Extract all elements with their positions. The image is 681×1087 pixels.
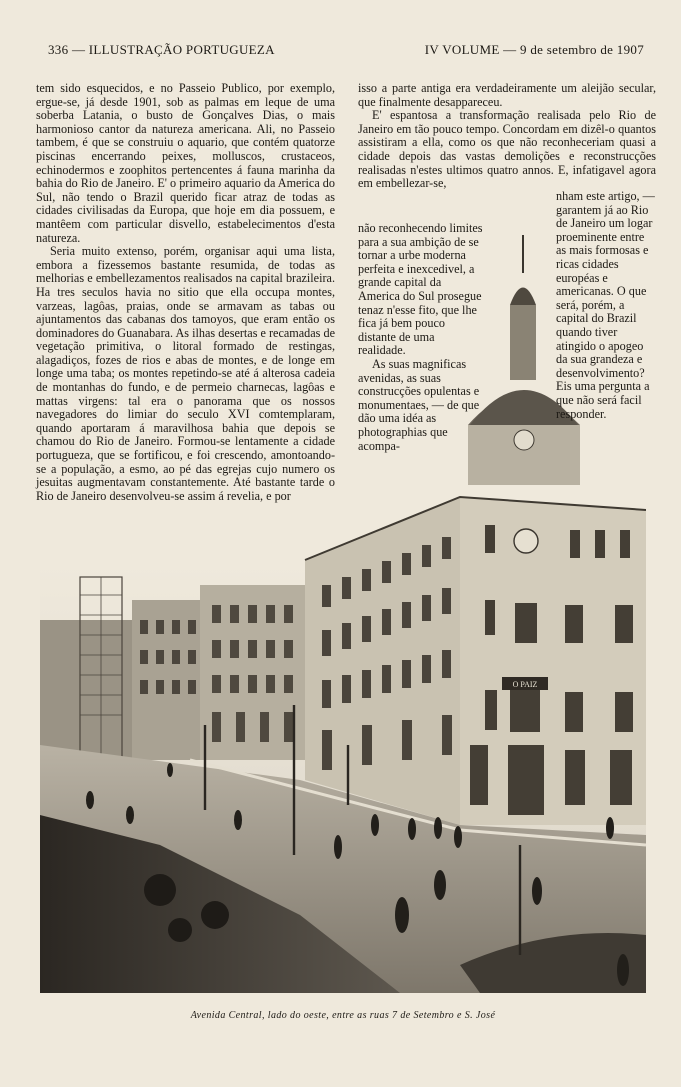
far-right-paragraph: nham este artigo, —garantem já ao Rio de Janeiro um logar proeminente entre as mais formosas e ricas cidades européas e americanas. O que será, porém, a capital do Brazil quando tiver atingido o apogeo da sua grandeza e desenvolvimento? Eis uma pergunta a que não será facil responder. (556, 189, 655, 421)
right-paragraph-2: E' espantosa a transformação realisada pelo Rio de Janeiro em tão pouco tempo. Concordam em dizêl-o quantos assistiram a ella, como os que não reconheceriam quasi a cidade depois das vastas demolições e reconstrucções realisadas n'estes ultimos quatro annos. E, infatigavel agora em embellezar-se, (358, 108, 656, 191)
page-header (48, 42, 644, 62)
far-right-text-column (556, 190, 656, 421)
storefront-sign: O PAIZ (512, 680, 538, 689)
right-wrap-paragraph-1: não reconhecendo limites para a sua ambição de se tornar a urbe moderna perfeita e inexcedivel, a grande capital da America do Sul prosegue tenaz n'esse fito, que lhe fica já bem pouco distante de uma realidade. (358, 221, 483, 358)
left-text-column (36, 82, 335, 503)
left-paragraph-2: Seria muito extenso, porém, organisar aqui uma lista, embora a fizessemos bastante resumida, de todas as melhorias e embellezamentos realisados na capital brazileira. Ha tres seculos havia no sitio que ella occupa montes, varzeas, lagôas, praias, onde se armavam as tabas ou ajuntamentos das cabanas dos tamoyos, que eram então os dominadores do Guanabara. As ilhas desertas e recamadas de vegetação primitiva, o litoral formado de restingas, alagadiços, fozes de rios e abas de montes, e de longe em longe uma taba; os montes repetindo-se até á alterosa cadeia de montanhas do fundo, e de permeio charnecas, lagôas e mattas virgens: tal era o panorama que os nossos navegadores do limiar do seculo XVI comtemplaram, quando aportaram á maravilhosa bahia que depois se chamou do Rio de Janeiro. Formou-se lentamente a cidade portugueza, que se fortificou, e foi crescendo, amontoando-se a população, a esmo, ao pé das egrejas cujo numero os jesuitas augmentavam constantemente. Até bastante tarde o Rio de Janeiro desenvolveu-se assim á revelia, e por (36, 244, 335, 503)
right-wrap-column (358, 222, 484, 453)
volume-date: IV VOLUME — 9 de setembro de 1907 (424, 42, 644, 57)
right-text-column (358, 82, 656, 191)
right-paragraph-1: isso a parte antiga era verdadeiramente um aleijão secular, que finalmente desappareceu. (358, 81, 656, 109)
right-wrap-paragraph-2: As suas magnificas avenidas, as suas construcções opulentas e monumentaes, — de que dão uma idéa as photographias que acompa- (358, 356, 480, 453)
photo-caption: Avenida Central, lado do oeste, entre as ruas 7 de Setembro e S. José (190, 1010, 496, 1021)
page-number-title: 336 — ILLUSTRAÇÃO PORTUGUEZA (48, 42, 275, 57)
left-paragraph-1: tem sido esquecidos, e no Passeio Publico, por exemplo, ergue-se, já desde 1901, sob as palmas em leque de uma soberba Latania, o busto de Gonçalves Dias, o mais harmonioso cantor da natureza americana. Ali, no Passeio tambem, é que se construiu o aquario, que contém quatorze piscinas encerrando peixes, molluscos, crustaceos, echinodermos e zoophitos pertencentes á fauna marinha da bahia do Rio de Janeiro. E' o primeiro aquario da America do Sul, não tendo o Brazil querido ficar atraz de todas as cidades civilisadas da Europa, que hoje em dia possuem, e mantêem com particular disvello, estabelecimentos d'esta natureza. (36, 81, 335, 245)
